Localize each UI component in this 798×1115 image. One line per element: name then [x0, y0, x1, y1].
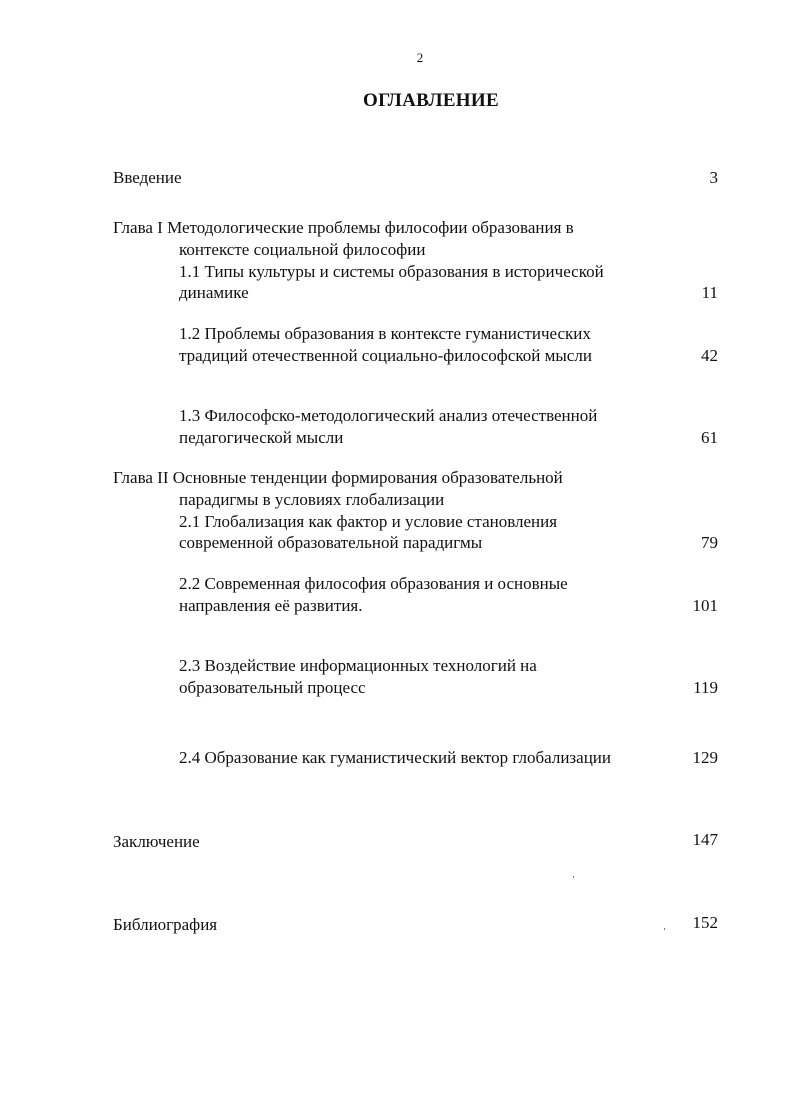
section-line: 2.3 Воздействие информационных технологий на [179, 656, 537, 675]
section-line: 2.2 Современная философия образования и основные [179, 574, 568, 593]
toc-entry-label: Заключение [113, 832, 200, 851]
section-line: 2.1 Глобализация как фактор и условие становления [179, 512, 558, 531]
scan-speck [664, 928, 665, 930]
toc-entry-page: 147 [692, 830, 718, 849]
section-line: образовательный процесс [179, 678, 366, 697]
section-line: 2.4 Образование как гуманистический вектор глобализации [179, 748, 611, 767]
section-line: 1.3 Философско-методологический анализ отечественной [179, 406, 598, 425]
section-page: 79 [701, 533, 718, 552]
toc-entry-label: Библиография [113, 915, 218, 934]
toc-entry-label: Введение [113, 168, 182, 187]
scan-speck [573, 876, 574, 878]
section-line: 1.2 Проблемы образования в контексте гуманистических [179, 324, 591, 343]
section-line: 1.1 Типы культуры и системы образования в исторической [179, 262, 604, 281]
section-page: 61 [701, 428, 718, 447]
chapter-heading-line: контексте социальной философии [179, 240, 426, 259]
section-line: современной образовательной парадигмы [179, 533, 483, 552]
section-page: 11 [701, 283, 718, 302]
section-line: динамике [179, 283, 249, 302]
toc-title: ОГЛАВЛЕНИЕ [363, 90, 499, 111]
section-page: 119 [693, 678, 718, 697]
section-page: 42 [701, 346, 718, 365]
section-page: 101 [692, 596, 718, 615]
section-page: 129 [692, 748, 718, 767]
toc-entry-page: 3 [709, 168, 718, 187]
chapter-heading-line: Глава II Основные тенденции формирования образовательной [113, 468, 563, 487]
chapter-heading-line: парадигмы в условиях глобализации [179, 490, 445, 509]
section-line: традиций отечественной социально-философской мысли [179, 346, 592, 365]
section-line: направления её развития. [179, 596, 363, 615]
toc-entry-page: 152 [692, 913, 718, 932]
section-line: педагогической мысли [179, 428, 344, 447]
page-number: 2 [416, 50, 424, 65]
chapter-heading-line: Глава I Методологические проблемы философии образования в [113, 218, 574, 237]
